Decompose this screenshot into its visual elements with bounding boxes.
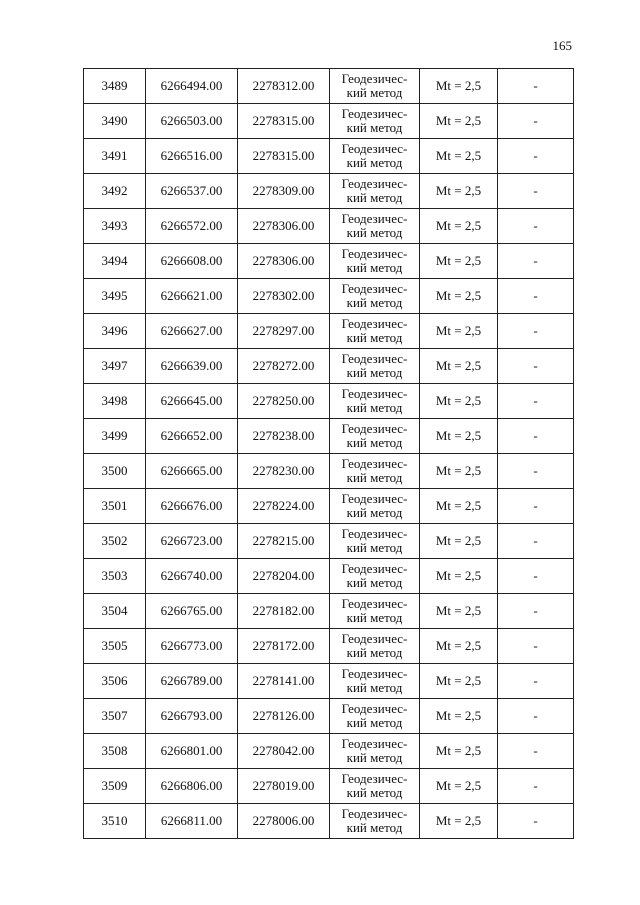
point-number-cell: 3489: [84, 69, 146, 104]
y-coordinate-cell: 2278302.00: [238, 279, 330, 314]
accuracy-cell: Mt = 2,5: [420, 209, 498, 244]
method-line-1: Геодезичес-: [341, 316, 408, 331]
table-row: [84, 524, 574, 559]
method-cell: [330, 629, 420, 664]
x-coordinate-cell: 6266811.00: [146, 804, 238, 839]
method-line-1: Геодезичес-: [341, 421, 408, 436]
point-number-cell: 3490: [84, 104, 146, 139]
x-coordinate-cell: 6266652.00: [146, 419, 238, 454]
method-line-2: кий метод: [346, 435, 403, 450]
y-coordinate-cell: 2278182.00: [238, 594, 330, 629]
point-number-cell: 3502: [84, 524, 146, 559]
method-cell: [330, 489, 420, 524]
method-line-1: Геодезичес-: [341, 281, 408, 296]
method-line-2: кий метод: [346, 225, 403, 240]
accuracy-cell: Mt = 2,5: [420, 104, 498, 139]
accuracy-cell: Mt = 2,5: [420, 804, 498, 839]
x-coordinate-cell: 6266740.00: [146, 559, 238, 594]
method-line-1: Геодезичес-: [341, 806, 408, 821]
table-row: [84, 734, 574, 769]
x-coordinate-cell: 6266676.00: [146, 489, 238, 524]
y-coordinate-cell: 2278019.00: [238, 769, 330, 804]
x-coordinate-cell: 6266516.00: [146, 139, 238, 174]
method-cell: [330, 349, 420, 384]
method-line-2: кий метод: [346, 85, 403, 100]
method-cell: [330, 594, 420, 629]
method-line-2: кий метод: [346, 645, 403, 660]
x-coordinate-cell: 6266801.00: [146, 734, 238, 769]
point-number-cell: 3508: [84, 734, 146, 769]
note-cell: -: [498, 419, 574, 454]
y-coordinate-cell: 2278250.00: [238, 384, 330, 419]
point-number-cell: 3506: [84, 664, 146, 699]
x-coordinate-cell: 6266645.00: [146, 384, 238, 419]
method-line-1: Геодезичес-: [341, 211, 408, 226]
accuracy-cell: Mt = 2,5: [420, 629, 498, 664]
method-line-1: Геодезичес-: [341, 526, 408, 541]
note-cell: -: [498, 734, 574, 769]
method-cell: [330, 314, 420, 349]
y-coordinate-cell: 2278042.00: [238, 734, 330, 769]
method-cell: [330, 699, 420, 734]
method-line-1: Геодезичес-: [341, 666, 408, 681]
note-cell: -: [498, 454, 574, 489]
note-cell: -: [498, 174, 574, 209]
table-row: [84, 489, 574, 524]
point-number-cell: 3491: [84, 139, 146, 174]
x-coordinate-cell: 6266608.00: [146, 244, 238, 279]
note-cell: -: [498, 279, 574, 314]
table-row: [84, 314, 574, 349]
method-cell: [330, 279, 420, 314]
accuracy-cell: Mt = 2,5: [420, 489, 498, 524]
method-line-1: Геодезичес-: [341, 456, 408, 471]
method-line-2: кий метод: [346, 610, 403, 625]
point-number-cell: 3493: [84, 209, 146, 244]
table-row: [84, 174, 574, 209]
point-number-cell: 3503: [84, 559, 146, 594]
accuracy-cell: Mt = 2,5: [420, 384, 498, 419]
point-number-cell: 3505: [84, 629, 146, 664]
accuracy-cell: Mt = 2,5: [420, 69, 498, 104]
point-number-cell: 3507: [84, 699, 146, 734]
accuracy-cell: Mt = 2,5: [420, 349, 498, 384]
method-cell: [330, 559, 420, 594]
method-line-1: Геодезичес-: [341, 351, 408, 366]
method-line-2: кий метод: [346, 470, 403, 485]
method-cell: [330, 419, 420, 454]
y-coordinate-cell: 2278224.00: [238, 489, 330, 524]
point-number-cell: 3499: [84, 419, 146, 454]
x-coordinate-cell: 6266537.00: [146, 174, 238, 209]
point-number-cell: 3497: [84, 349, 146, 384]
table-row: [84, 104, 574, 139]
note-cell: -: [498, 244, 574, 279]
method-line-2: кий метод: [346, 575, 403, 590]
table-row: [84, 804, 574, 839]
coordinates-table: [83, 68, 574, 839]
x-coordinate-cell: 6266789.00: [146, 664, 238, 699]
method-line-1: Геодезичес-: [341, 631, 408, 646]
method-line-1: Геодезичес-: [341, 561, 408, 576]
method-cell: [330, 664, 420, 699]
note-cell: -: [498, 139, 574, 174]
x-coordinate-cell: 6266572.00: [146, 209, 238, 244]
table-row: [84, 139, 574, 174]
y-coordinate-cell: 2278126.00: [238, 699, 330, 734]
method-cell: [330, 104, 420, 139]
table-row: [84, 699, 574, 734]
y-coordinate-cell: 2278312.00: [238, 69, 330, 104]
note-cell: -: [498, 384, 574, 419]
method-line-2: кий метод: [346, 715, 403, 730]
accuracy-cell: Mt = 2,5: [420, 524, 498, 559]
note-cell: -: [498, 69, 574, 104]
x-coordinate-cell: 6266627.00: [146, 314, 238, 349]
point-number-cell: 3494: [84, 244, 146, 279]
x-coordinate-cell: 6266806.00: [146, 769, 238, 804]
method-cell: [330, 804, 420, 839]
table-row: [84, 349, 574, 384]
x-coordinate-cell: 6266793.00: [146, 699, 238, 734]
method-line-2: кий метод: [346, 505, 403, 520]
point-number-cell: 3496: [84, 314, 146, 349]
note-cell: -: [498, 349, 574, 384]
method-line-2: кий метод: [346, 155, 403, 170]
method-line-2: кий метод: [346, 365, 403, 380]
method-line-1: Геодезичес-: [341, 701, 408, 716]
accuracy-cell: Mt = 2,5: [420, 279, 498, 314]
x-coordinate-cell: 6266503.00: [146, 104, 238, 139]
accuracy-cell: Mt = 2,5: [420, 734, 498, 769]
point-number-cell: 3509: [84, 769, 146, 804]
x-coordinate-cell: 6266621.00: [146, 279, 238, 314]
method-cell: [330, 524, 420, 559]
method-line-1: Геодезичес-: [341, 176, 408, 191]
y-coordinate-cell: 2278297.00: [238, 314, 330, 349]
x-coordinate-cell: 6266723.00: [146, 524, 238, 559]
method-line-2: кий метод: [346, 120, 403, 135]
accuracy-cell: Mt = 2,5: [420, 419, 498, 454]
y-coordinate-cell: 2278141.00: [238, 664, 330, 699]
table-row: [84, 454, 574, 489]
point-number-cell: 3500: [84, 454, 146, 489]
y-coordinate-cell: 2278215.00: [238, 524, 330, 559]
table-body: [84, 69, 574, 839]
method-line-2: кий метод: [346, 260, 403, 275]
y-coordinate-cell: 2278230.00: [238, 454, 330, 489]
method-line-1: Геодезичес-: [341, 771, 408, 786]
y-coordinate-cell: 2278204.00: [238, 559, 330, 594]
y-coordinate-cell: 2278315.00: [238, 139, 330, 174]
method-line-2: кий метод: [346, 400, 403, 415]
accuracy-cell: Mt = 2,5: [420, 769, 498, 804]
table-row: [84, 69, 574, 104]
page-number: 165: [552, 38, 572, 53]
table-row: [84, 664, 574, 699]
method-line-2: кий метод: [346, 680, 403, 695]
table-row: [84, 769, 574, 804]
note-cell: -: [498, 489, 574, 524]
y-coordinate-cell: 2278238.00: [238, 419, 330, 454]
table-row: [84, 559, 574, 594]
accuracy-cell: Mt = 2,5: [420, 314, 498, 349]
method-cell: [330, 174, 420, 209]
point-number-cell: 3510: [84, 804, 146, 839]
method-line-2: кий метод: [346, 190, 403, 205]
accuracy-cell: Mt = 2,5: [420, 244, 498, 279]
table-row: [84, 209, 574, 244]
method-line-2: кий метод: [346, 820, 403, 835]
method-cell: [330, 384, 420, 419]
y-coordinate-cell: 2278315.00: [238, 104, 330, 139]
note-cell: -: [498, 804, 574, 839]
method-cell: [330, 209, 420, 244]
note-cell: -: [498, 629, 574, 664]
method-cell: [330, 69, 420, 104]
accuracy-cell: Mt = 2,5: [420, 559, 498, 594]
table-row: [84, 384, 574, 419]
method-line-1: Геодезичес-: [341, 106, 408, 121]
note-cell: -: [498, 209, 574, 244]
method-cell: [330, 734, 420, 769]
method-line-2: кий метод: [346, 750, 403, 765]
point-number-cell: 3498: [84, 384, 146, 419]
y-coordinate-cell: 2278172.00: [238, 629, 330, 664]
x-coordinate-cell: 6266665.00: [146, 454, 238, 489]
method-line-1: Геодезичес-: [341, 141, 408, 156]
point-number-cell: 3495: [84, 279, 146, 314]
note-cell: -: [498, 104, 574, 139]
method-cell: [330, 769, 420, 804]
x-coordinate-cell: 6266639.00: [146, 349, 238, 384]
method-cell: [330, 139, 420, 174]
x-coordinate-cell: 6266773.00: [146, 629, 238, 664]
method-line-2: кий метод: [346, 330, 403, 345]
note-cell: -: [498, 314, 574, 349]
note-cell: -: [498, 594, 574, 629]
accuracy-cell: Mt = 2,5: [420, 664, 498, 699]
point-number-cell: 3492: [84, 174, 146, 209]
accuracy-cell: Mt = 2,5: [420, 454, 498, 489]
method-cell: [330, 454, 420, 489]
method-line-1: Геодезичес-: [341, 386, 408, 401]
note-cell: -: [498, 699, 574, 734]
note-cell: -: [498, 664, 574, 699]
method-line-1: Геодезичес-: [341, 71, 408, 86]
y-coordinate-cell: 2278306.00: [238, 209, 330, 244]
method-line-2: кий метод: [346, 540, 403, 555]
method-line-1: Геодезичес-: [341, 491, 408, 506]
accuracy-cell: Mt = 2,5: [420, 174, 498, 209]
y-coordinate-cell: 2278306.00: [238, 244, 330, 279]
method-line-1: Геодезичес-: [341, 246, 408, 261]
table-row: [84, 629, 574, 664]
y-coordinate-cell: 2278006.00: [238, 804, 330, 839]
method-line-2: кий метод: [346, 295, 403, 310]
method-cell: [330, 244, 420, 279]
note-cell: -: [498, 769, 574, 804]
y-coordinate-cell: 2278272.00: [238, 349, 330, 384]
note-cell: -: [498, 524, 574, 559]
accuracy-cell: Mt = 2,5: [420, 139, 498, 174]
method-line-2: кий метод: [346, 785, 403, 800]
table-row: [84, 279, 574, 314]
table-row: [84, 419, 574, 454]
y-coordinate-cell: 2278309.00: [238, 174, 330, 209]
accuracy-cell: Mt = 2,5: [420, 699, 498, 734]
point-number-cell: 3504: [84, 594, 146, 629]
accuracy-cell: Mt = 2,5: [420, 594, 498, 629]
x-coordinate-cell: 6266765.00: [146, 594, 238, 629]
method-line-1: Геодезичес-: [341, 736, 408, 751]
note-cell: -: [498, 559, 574, 594]
method-line-1: Геодезичес-: [341, 596, 408, 611]
table-row: [84, 244, 574, 279]
table-row: [84, 594, 574, 629]
point-number-cell: 3501: [84, 489, 146, 524]
x-coordinate-cell: 6266494.00: [146, 69, 238, 104]
